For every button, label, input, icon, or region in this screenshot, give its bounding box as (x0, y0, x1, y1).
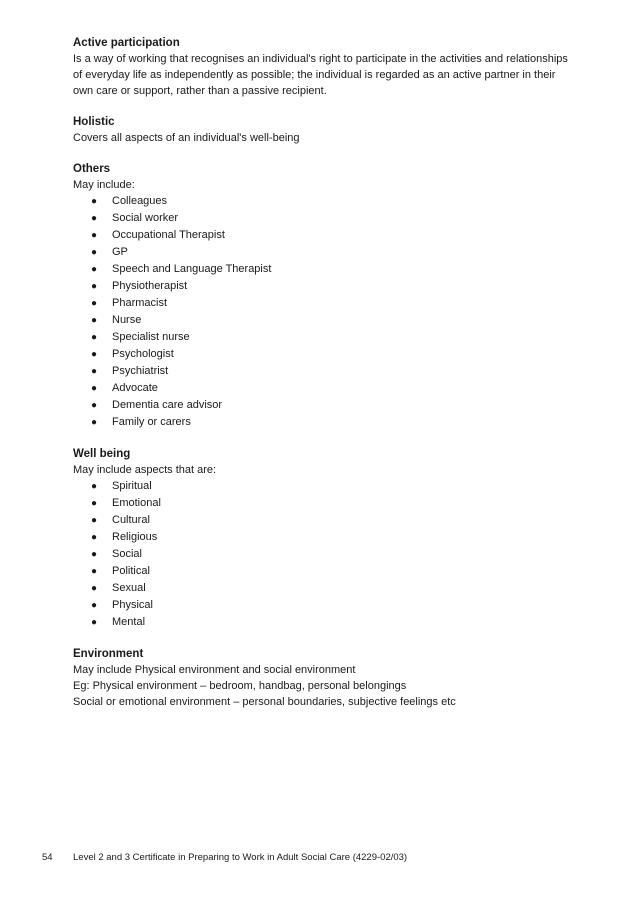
section-title: Well being (73, 448, 131, 460)
list-item: ● Social worker (73, 210, 573, 227)
footer-title: Level 2 and 3 Certificate in Preparing to Work in Adult Social Care (4229-02/03) (73, 852, 408, 863)
section-paragraph: Covers all aspects of an individual's well-being (73, 132, 300, 144)
bullet-icon: ● (91, 315, 98, 326)
list-item: ● Cultural (73, 512, 573, 529)
section-paragraph: Eg: Physical environment – bedroom, handbag, personal belongings (73, 680, 407, 692)
list-item: ● Advocate (73, 380, 573, 397)
section-title: Others (73, 163, 111, 175)
list-item: ● Pharmacist (73, 295, 573, 312)
section-title: Environment (73, 648, 144, 660)
page-number: 54 (42, 852, 53, 863)
section-intro: May include: (73, 179, 135, 191)
bullet-icon: ● (91, 532, 98, 543)
list-item: ● Physical (73, 597, 573, 614)
bullet-icon: ● (91, 366, 98, 377)
section-title: Active participation (73, 37, 180, 49)
bullet-icon: ● (91, 213, 98, 224)
section-paragraph: Is a way of working that recognises an individual's right to participate in the activities and relationships of everyday life as independently as possible; the individual is regarded as an active partner in their own care or support, rather than a passive recipient. (73, 53, 568, 97)
list-item: ● Speech and Language Therapist (73, 261, 573, 278)
list-item: ● Emotional (73, 495, 573, 512)
section-active-participation (73, 36, 573, 99)
bullet-icon: ● (91, 566, 98, 577)
section-environment (73, 647, 573, 710)
list-item: ● Psychiatrist (73, 363, 573, 380)
list-item: ● Physiotherapist (73, 278, 573, 295)
section-paragraph: Social or emotional environment – personal boundaries, subjective feelings etc (73, 696, 456, 708)
bullet-icon: ● (91, 417, 98, 428)
bullet-icon: ● (91, 298, 98, 309)
list-item: ● Family or carers (73, 414, 573, 431)
bullet-icon: ● (91, 247, 98, 258)
list-item: ● Spiritual (73, 478, 573, 495)
bullet-icon: ● (91, 383, 98, 394)
bullet-icon: ● (91, 549, 98, 560)
bullet-list (73, 478, 573, 631)
section-paragraph: May include Physical environment and social environment (73, 664, 356, 676)
bullet-list (73, 193, 573, 431)
document-body (73, 36, 573, 726)
list-item: ● Political (73, 563, 573, 580)
bullet-icon: ● (91, 600, 98, 611)
list-item: ● Psychologist (73, 346, 573, 363)
section-title: Holistic (73, 116, 115, 128)
bullet-icon: ● (91, 583, 98, 594)
bullet-icon: ● (91, 617, 98, 628)
bullet-icon: ● (91, 400, 98, 411)
bullet-icon: ● (91, 196, 98, 207)
bullet-icon: ● (91, 281, 98, 292)
list-item: ● Mental (73, 614, 573, 631)
list-item: ● Sexual (73, 580, 573, 597)
bullet-icon: ● (91, 264, 98, 275)
list-item: ● Social (73, 546, 573, 563)
section-others (73, 162, 573, 431)
list-item: ● Nurse (73, 312, 573, 329)
bullet-icon: ● (91, 481, 98, 492)
bullet-icon: ● (91, 498, 98, 509)
section-intro: May include aspects that are: (73, 464, 217, 476)
list-item: ● Dementia care advisor (73, 397, 573, 414)
page-footer (42, 852, 407, 864)
list-item: ● GP (73, 244, 573, 261)
bullet-icon: ● (91, 332, 98, 343)
bullet-icon: ● (91, 349, 98, 360)
list-item: ● Religious (73, 529, 573, 546)
section-well-being (73, 447, 573, 631)
list-item: ● Specialist nurse (73, 329, 573, 346)
list-item: ● Occupational Therapist (73, 227, 573, 244)
list-item: ● Colleagues (73, 193, 573, 210)
bullet-icon: ● (91, 230, 98, 241)
bullet-icon: ● (91, 515, 98, 526)
section-holistic (73, 115, 573, 146)
